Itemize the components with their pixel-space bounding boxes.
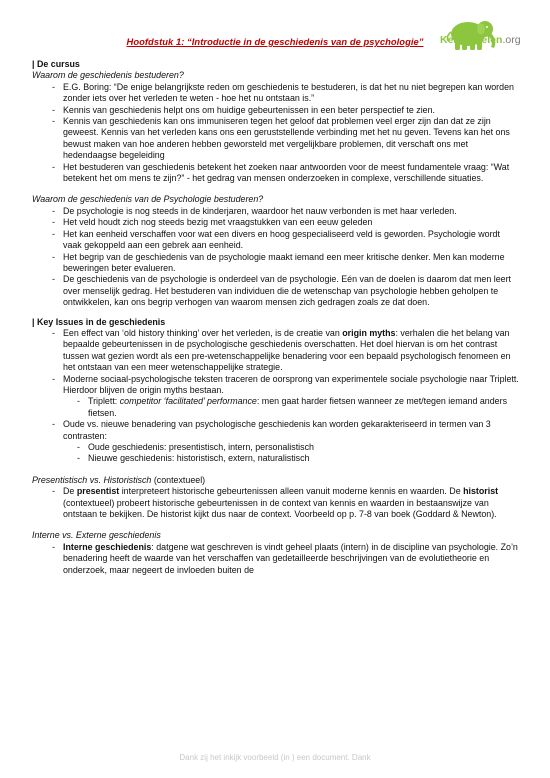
document-body (32, 57, 520, 576)
list-item: - De presentist interpreteert historische gebeurtenissen alleen vanuit moderne kennis en waarden. De historist (contextueel) probeert historische gebeurtenissen in de context van kennis en waarden in bestaanswijze van ontstaan te bekijken. De historist kijkt dus naar de context. Voorbeeld op p. 7-8 van boek (Goddard & Newton). (32, 486, 520, 520)
intern-extern-list (32, 542, 520, 576)
sub-list-item: - Triplett: competitor ‘facilitated’ performance: men gaat harder fietsen wanneer ze met/tegen iemand anders fietsen. (32, 396, 520, 419)
list-item: - Kennis van geschiedenis kan ons immuniseren tegen het geloof dat problemen veel erger zijn dan dat ze zijn geweest. Kennis van het verleden kans ons een geruststellende verbinding met het nu geven. Tevens kan het ons bewust maken van hoe anderen hebben geworsteld met vergelijkbare problemen, dit verschaft ons met hedendaagse begeleiding (32, 116, 520, 162)
list-item: - Moderne sociaal-psychologische teksten traceren de oorsprong van experimentele sociale psychologie naar Triplett. Hierdoor blijven de origin myths bestaan. (32, 374, 520, 397)
sub-list-item: - Oude geschiedenis: presentistisch, intern, personalistisch (32, 442, 520, 453)
list-item: - Het bestuderen van geschiedenis betekent het zoeken naar antwoorden voor de meest fundamentele vraag: “Wat betekent het om mens te zijn?” - het gedrag van mensen onderzoeken in complexe, verschillende situaties. (32, 162, 520, 185)
presentist-list (32, 486, 520, 520)
subheading-why-psychology: Waarom de geschiedenis van de Psychologie bestuderen? (32, 194, 264, 205)
section-heading-key-issues: | Key Issues in de geschiedenis (32, 316, 166, 327)
page-title: Hoofdstuk 1: “Introductie in de geschiedenis van de psychologie” (126, 36, 424, 47)
list-item: - Een effect van ‘old history thinking’ over het verleden, is de creatie van origin myths: verhalen die het belang van bepaalde gebeurtenissen in de psychologische geschiedenis overschatten. Het doel hiervan is om het contrast tussen wat gezien wordt als een pre-wetenschappelijke benadering voor een bepaald psychologisch fenomeen en het ontstaan van een meer wetenschappelijke strategie. (32, 328, 520, 374)
preview-watermark: Dank zij het inkijk voorbeeld (in ) een document. Dank (179, 753, 371, 762)
list-item: - De geschiedenis van de psychologie is onderdeel van de psychologie. Eén van de doelen is daarom dat men leert over menselijk gedrag. Het bestuderen van individuen die de wetenschap van psychologie hebben geholpen te ontwikkelen, kan ons begrip verhogen van waarom mensen zich gedragen zoals ze dat doen. (32, 274, 520, 308)
list-item: - Oude vs. nieuwe benadering van psychologische geschiedenis kan worden gekarakteriseerd in termen van 3 contrasten: (32, 419, 520, 442)
list-item: - Kennis van geschiedenis helpt ons om huidige gebeurtenissen in een beter perspectief te zien. (32, 105, 520, 116)
logo-wordmark: Kennisdelen.org (440, 34, 521, 46)
list-item: - Interne geschiedenis: datgene wat geschreven is vindt geheel plaats (intern) in de discipline van psychologie. Zo’n benadering heeft de waarde van het verschaffen van gedetailleerde beschrijvingen van de evolutietheorie en onderzoek, maar negeert de invloeden buiten de (32, 542, 520, 576)
list-item: - E.G. Boring: “De enige belangrijkste reden om geschiedenis te bestuderen, is dat het nu niet begrepen kan worden zonder iets over het verleden te weten - hoe het nu ontstaan is.” (32, 82, 520, 105)
sub-list-item: - Nieuwe geschiedenis: historistisch, extern, naturalistisch (32, 453, 520, 464)
list-item: - Het kan eenheid verschaffen voor wat een divers en hoog gespecialiseerd veld is geworden. Psychologie wordt vaak gekoppeld aan een gebrek aan eenheid. (32, 229, 520, 252)
why-psychology-list (32, 206, 520, 309)
section-heading-cursus: | De cursus (32, 59, 80, 69)
list-item: - Het veld houdt zich nog steeds bezig met vraagstukken van een eeuw geleden (32, 217, 520, 228)
subheading-intern-extern: Interne vs. Externe geschiedenis (32, 530, 161, 541)
list-item: - Het begrip van de geschiedenis van de psychologie maakt iemand een meer kritische denker. Men kan moderne beweringen beter evalueren. (32, 252, 520, 275)
subheading-presentist: Presentistisch vs. Historistisch (contextueel) (32, 474, 206, 485)
why-history-list (32, 82, 520, 185)
key-issues-list (32, 328, 520, 465)
list-item: - De psychologie is nog steeds in de kinderjaren, waardoor het nauw verbonden is met haar verleden. (32, 206, 520, 217)
subheading-why-history: Waarom de geschiedenis bestuderen? (32, 70, 184, 81)
